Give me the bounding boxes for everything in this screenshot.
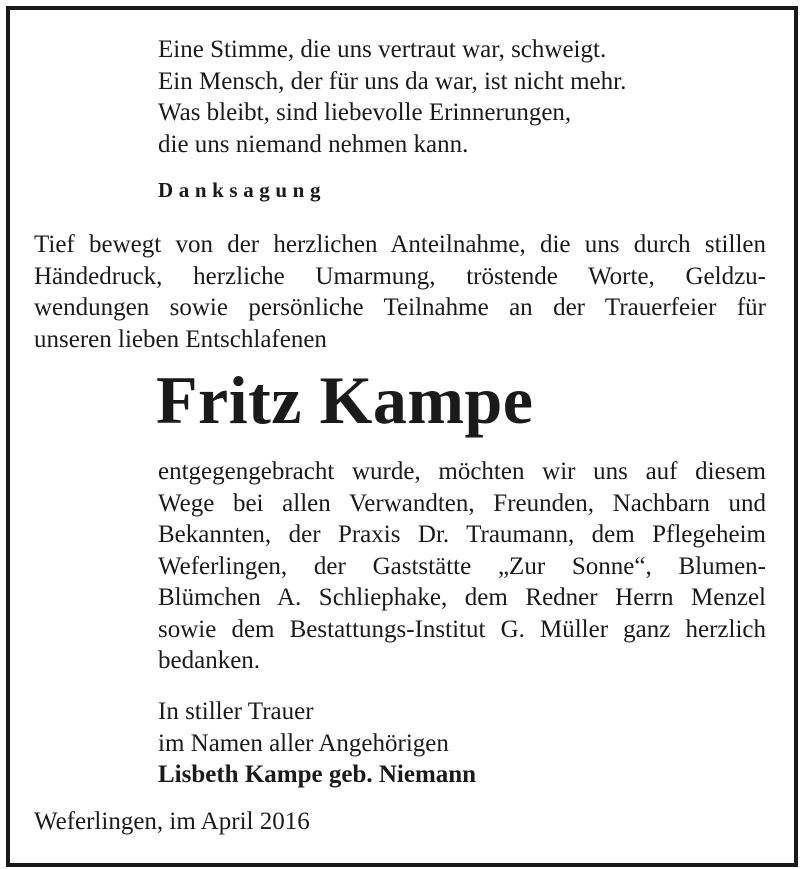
closing: [158, 696, 476, 791]
thanks-line: Bekannten, der Praxis Dr. Traumann, dem Pflegeheim: [158, 521, 766, 548]
signer-name: Lisbeth Kampe geb. Niemann: [158, 761, 477, 788]
intro-line: wendungen sowie persönliche Teilnahme an der Trauerfeier für: [34, 294, 766, 321]
thanks-line: entgegengebracht wurde, möchten wir uns auf diesem: [158, 458, 766, 485]
thanks-line: Blümchen A. Schliephake, dem Redner Herrn Menzel: [158, 584, 766, 611]
poem-line: Eine Stimme, die uns vertraut war, schweigt.: [158, 36, 607, 63]
closing-line-family: im Namen aller Angehörigen: [158, 729, 449, 757]
thanks-paragraph: [158, 456, 766, 677]
thanks-line: Wege bei allen Verwandten, Freunden, Nachbarn und: [158, 489, 766, 517]
poem-line: die uns niemand nehmen kann.: [158, 130, 469, 158]
intro-line: Händedruck, herzliche Umarmung, tröstende Worte, Geldzu-: [34, 262, 766, 290]
place-date: Weferlingen, im April 2016: [34, 808, 310, 835]
intro-line: unseren lieben Entschlafenen: [34, 325, 327, 353]
thanks-line: Weferlingen, der Gaststätte „Zur Sonne“, Blumen-: [158, 552, 766, 580]
heading-danksagung: Danksagung: [158, 178, 327, 202]
poem-line: Was bleibt, sind liebevolle Erinnerungen,: [158, 99, 572, 126]
intro-paragraph: [34, 229, 766, 355]
closing-line-mourning: In stiller Trauer: [158, 698, 314, 725]
intro-line: Tief bewegt von der herzlichen Anteilnahme, die uns durch stillen: [34, 231, 766, 258]
thanks-line: sowie dem Bestattungs-Institut G. Müller ganz herzlich: [158, 615, 766, 643]
deceased-name: Fritz Kampe: [156, 362, 534, 438]
thanks-line: bedanken.: [158, 647, 261, 674]
poem-line: Ein Mensch, der für uns da war, ist nicht mehr.: [158, 67, 627, 95]
poem: [158, 34, 626, 160]
